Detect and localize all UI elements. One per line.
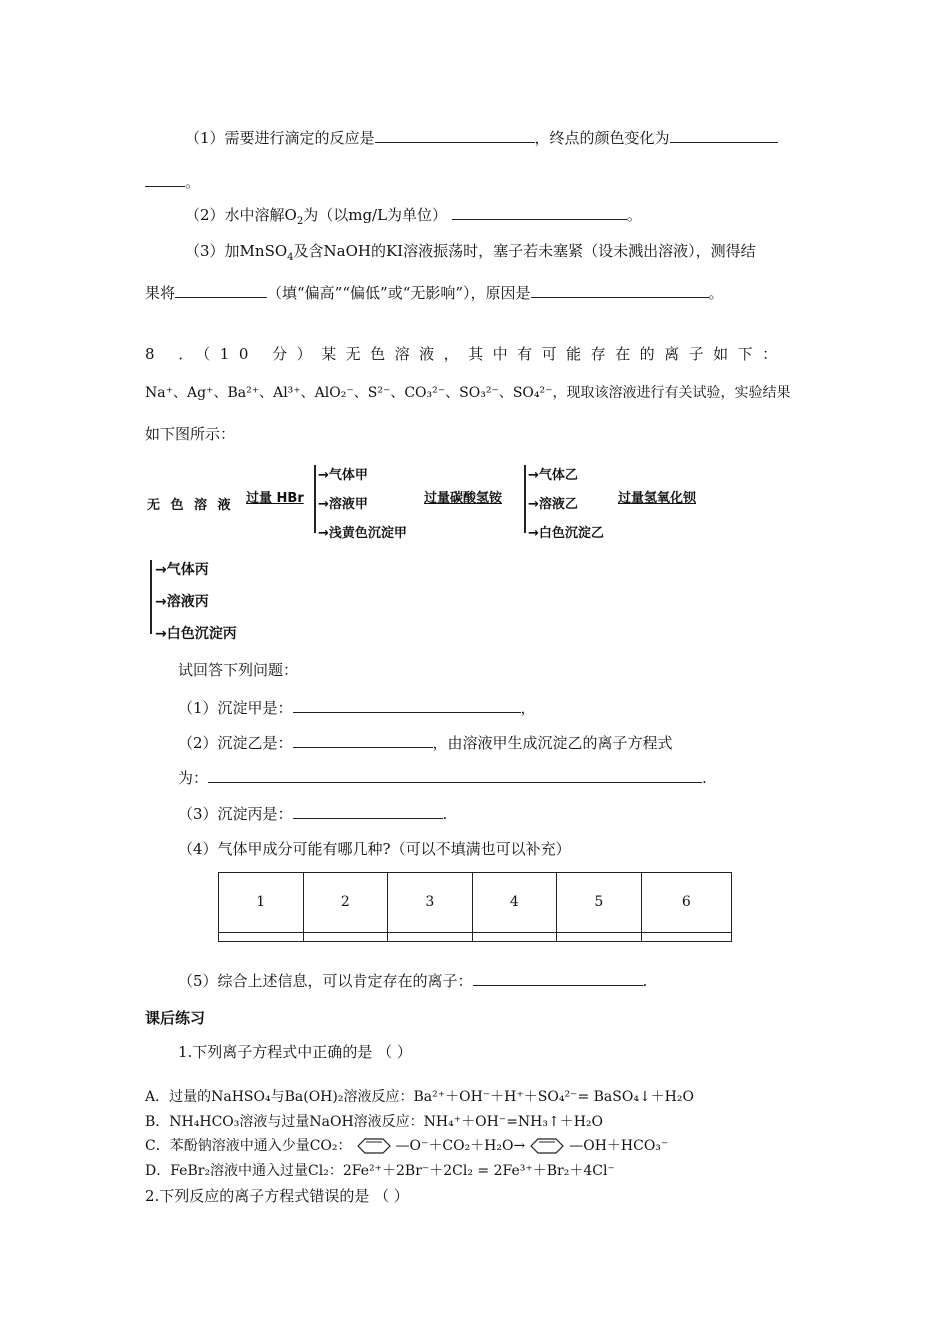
answer-blank[interactable]	[208, 768, 702, 783]
q8-a3	[178, 804, 447, 824]
answer-blank[interactable]	[293, 733, 433, 748]
q7-3-b: 及含NaOH的KI溶液振荡时，塞子若未塞紧（设未溅出溶液），测得结	[293, 242, 756, 260]
q8-ions-tail	[145, 424, 235, 444]
answer-blank[interactable]	[473, 971, 643, 986]
answer-blank[interactable]	[670, 128, 778, 143]
flow-step3: 过量氢氧化钡	[618, 491, 697, 506]
flow-out1-c: →浅黄色沉淀甲	[318, 526, 407, 541]
hw-q2	[145, 1186, 409, 1206]
flow-out2-b: →溶液乙	[528, 497, 578, 512]
flow-out1-b: →溶液甲	[318, 497, 368, 512]
q8-a5-end: .	[642, 972, 648, 990]
q8-a2-end: .	[702, 769, 707, 787]
q8-a3-end: .	[442, 805, 448, 823]
q8-a1	[178, 698, 536, 718]
q8-header	[145, 344, 787, 364]
answer-blank[interactable]	[293, 804, 443, 819]
hw-opt-b[interactable]	[145, 1112, 603, 1132]
answer-blank[interactable]	[452, 205, 627, 220]
q7-2-sub: 2	[296, 216, 304, 227]
flow-out3-c: →白色沉淀丙	[155, 626, 237, 642]
homework-title	[145, 1008, 205, 1028]
q8-a3-label: （3）沉淀丙是：	[178, 805, 293, 823]
homework-title-text: 课后练习	[145, 1009, 206, 1027]
hw-q1	[178, 1042, 412, 1062]
table-header-cell: 6	[641, 873, 731, 933]
q7-1	[185, 128, 778, 148]
table-header-cell: 1	[219, 873, 304, 933]
hw-opt-c-b: —O⁻＋CO₂＋H₂O→	[395, 1138, 526, 1154]
q7-1-prefix: （1）需要进行滴定的反应是	[185, 129, 375, 147]
flow-out1-a: →气体甲	[318, 468, 368, 483]
q7-1-end: 。	[185, 173, 201, 191]
flow-step2: 过量碳酸氢铵	[424, 491, 503, 506]
q8-a1-label: （1）沉淀甲是：	[178, 699, 293, 717]
flow-out3-b: →溶液丙	[155, 594, 209, 610]
table-header-cell: 2	[303, 873, 388, 933]
table-header-cell: 3	[388, 873, 473, 933]
hw-q2-text: 2.下列反应的离子方程式错误的是 （ ）	[145, 1187, 409, 1205]
q7-2-prefix: （2）水中溶解O	[185, 206, 297, 224]
answer-blank[interactable]	[375, 128, 535, 143]
q7-3-sub: 4	[287, 252, 294, 263]
q7-3-c: 果将	[145, 284, 176, 302]
q7-3-e: 。	[708, 284, 724, 302]
table-row	[219, 932, 732, 941]
answer-blank[interactable]	[293, 698, 521, 713]
q8-a1-end: ，	[520, 699, 536, 717]
q8-ions-tail-text: 如下图所示：	[145, 425, 236, 443]
q8-a5-label: （5）综合上述信息，可以肯定存在的离子：	[178, 972, 473, 990]
flow-out2-a: →气体乙	[528, 468, 578, 483]
flow-bracket-2	[524, 465, 526, 533]
hw-opt-d[interactable]	[145, 1161, 615, 1181]
flow-bracket-3	[150, 560, 152, 634]
q7-2-end: 。	[626, 206, 642, 224]
table-cell[interactable]	[219, 932, 304, 941]
flow-bracket-1	[314, 465, 316, 533]
q8-a4-label: （4）气体甲成分可能有哪几种?（可以不填满也可以补充）	[178, 840, 571, 858]
flow-out2-c: →白色沉淀乙	[528, 526, 604, 541]
q7-1-cont	[145, 172, 200, 192]
flow-start: 无 色 溶 液	[147, 498, 234, 513]
q7-1-mid: ，终点的颜色变化为	[534, 129, 670, 147]
table-cell[interactable]	[557, 932, 642, 941]
answer-blank[interactable]	[531, 283, 709, 298]
hw-opt-d-text: D．FeBr₂溶液中通入过量Cl₂：2Fe²⁺＋2Br⁻＋2Cl₂ = 2Fe³⁺＋Br₂＋4Cl⁻	[145, 1163, 615, 1179]
q8-header-text: 8 ．（10 分）某无色溶液，其中有可能存在的离子如下：	[145, 345, 787, 363]
table-cell[interactable]	[641, 932, 731, 941]
q7-3	[185, 241, 756, 268]
hw-opt-a[interactable]	[145, 1087, 694, 1107]
q8-ions-text: Na⁺、Ag⁺、Ba²⁺、Al³⁺、AlO₂⁻、S²⁻、CO₃²⁻、SO₃²⁻、SO₄²⁻，现取该溶液进行有关试验，实验结果	[145, 385, 791, 401]
table-cell[interactable]	[303, 932, 388, 941]
q7-3-d: （填“偏高”“偏低”或“无影响”），原因是	[267, 284, 531, 302]
q8-a5	[178, 971, 647, 991]
table-cell[interactable]	[388, 932, 473, 941]
benzene-ring-icon	[352, 1137, 396, 1155]
q8-a2-line2: 为：	[178, 769, 209, 787]
q8-a2	[178, 733, 673, 753]
benzene-ring-icon	[525, 1137, 569, 1155]
q7-2-mid: 为（以mg/L为单位）	[303, 206, 448, 224]
table-cell[interactable]	[472, 932, 557, 941]
flow-step1: 过量 HBr	[246, 491, 304, 506]
q8-prompt-text: 试回答下列问题：	[178, 661, 299, 679]
hw-opt-c[interactable]	[145, 1136, 668, 1156]
q7-3-cont	[145, 283, 724, 303]
gas-table	[218, 872, 732, 942]
q8-a2-label: （2）沉淀乙是：	[178, 734, 293, 752]
hw-opt-b-text: B．NH₄HCO₃溶液与过量NaOH溶液反应：NH₄⁺＋OH⁻=NH₃↑＋H₂O	[145, 1114, 604, 1130]
hw-opt-c-a: C．苯酚钠溶液中通入少量CO₂：	[145, 1138, 352, 1154]
table-header-cell: 5	[557, 873, 642, 933]
table-header-cell: 4	[472, 873, 557, 933]
hw-opt-a-text: A．过量的NaHSO₄与Ba(OH)₂溶液反应：Ba²⁺＋OH⁻＋H⁺＋SO₄²⁻= BaSO₄↓＋H₂O	[145, 1089, 694, 1105]
flow-out3-a: →气体丙	[155, 562, 209, 578]
answer-blank[interactable]	[145, 172, 185, 187]
hw-q1-text: 1.下列离子方程式中正确的是 （ ）	[178, 1043, 412, 1061]
q7-2	[185, 205, 642, 232]
answer-blank[interactable]	[175, 283, 267, 298]
q8-prompt	[178, 660, 298, 680]
q8-a2-cont	[178, 768, 707, 788]
q8-a2-mid: ，由溶液甲生成沉淀乙的离子方程式	[432, 734, 673, 752]
table-row	[219, 873, 732, 933]
q8-ions	[145, 383, 791, 403]
q8-a4	[178, 839, 571, 859]
hw-opt-c-c: —OH＋HCO₃⁻	[569, 1138, 669, 1154]
q7-3-a: （3）加MnSO	[185, 242, 288, 260]
